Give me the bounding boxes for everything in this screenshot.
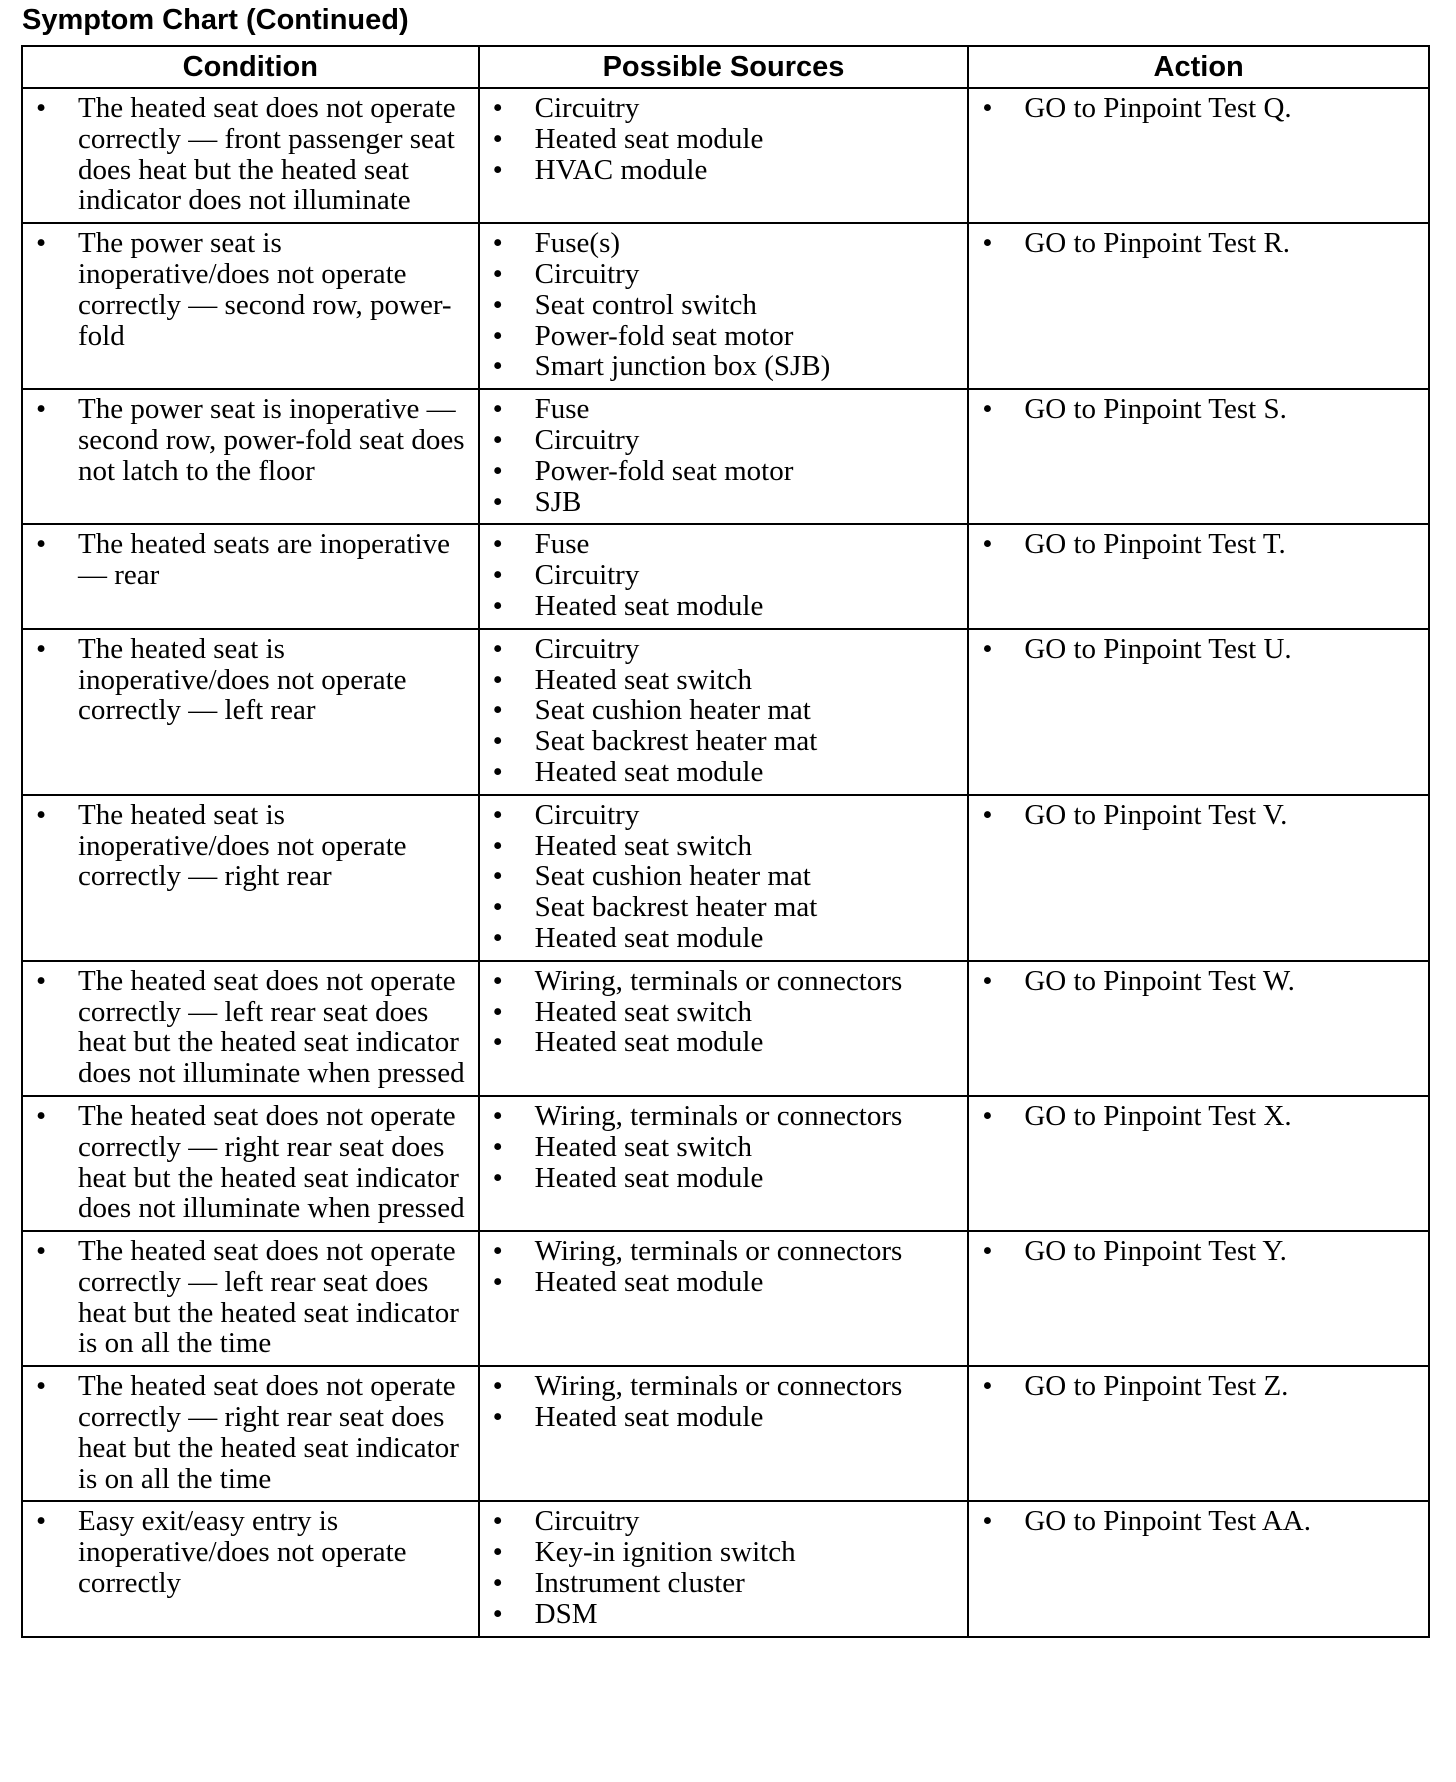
source-item: • Circuitry [480, 425, 968, 456]
table-row [22, 389, 1429, 524]
action-item: • GO to Pinpoint Test Q. [969, 93, 1428, 124]
source-item: • DSM [480, 1599, 968, 1630]
action-cell [968, 1096, 1429, 1231]
table-row [22, 795, 1429, 961]
source-item: • Seat cushion heater mat [480, 861, 968, 892]
header-possible-sources: Possible Sources [479, 46, 969, 88]
condition-cell [22, 629, 479, 795]
sources-cell [479, 524, 969, 628]
sources-cell [479, 1501, 969, 1636]
source-item: • Fuse [480, 529, 968, 560]
action-item: • GO to Pinpoint Test AA. [969, 1506, 1428, 1537]
source-item: • Heated seat module [480, 1163, 968, 1194]
condition-item [23, 1506, 478, 1598]
source-item: • Heated seat module [480, 591, 968, 622]
action-cell [968, 524, 1429, 628]
condition-cell [22, 88, 479, 223]
table-row [22, 1501, 1429, 1636]
action-item: • GO to Pinpoint Test S. [969, 394, 1428, 425]
action-cell [968, 223, 1429, 389]
action-cell [968, 1366, 1429, 1501]
action-item: • GO to Pinpoint Test Z. [969, 1371, 1428, 1402]
condition-text: • The heated seat does not operate correctly — left rear seat does heat but the heated seat indicator is on all the time [78, 1235, 459, 1360]
condition-cell [22, 223, 479, 389]
action-item: • GO to Pinpoint Test W. [969, 966, 1428, 997]
sources-cell [479, 223, 969, 389]
table-body [22, 88, 1429, 1637]
action-item: • GO to Pinpoint Test Y. [969, 1236, 1428, 1267]
source-item: • SJB [480, 487, 968, 518]
action-cell [968, 1501, 1429, 1636]
condition-cell [22, 524, 479, 628]
table-row [22, 1096, 1429, 1231]
source-item: • Key-in ignition switch [480, 1537, 968, 1568]
table-row [22, 88, 1429, 223]
condition-text: • The power seat is inoperative/does not operate correctly — second row, power-fold [78, 227, 452, 352]
condition-item [23, 1236, 478, 1359]
condition-cell [22, 1231, 479, 1366]
condition-text: • The heated seat does not operate correctly — right rear seat does heat but the heated seat indicator does not illuminate when pressed [78, 1099, 465, 1225]
sources-cell [479, 795, 969, 961]
source-item: • Smart junction box (SJB) [480, 351, 968, 382]
sources-cell [479, 389, 969, 524]
source-item: • Circuitry [480, 560, 968, 591]
sources-cell [479, 1231, 969, 1366]
header-action: Action [968, 46, 1429, 88]
action-item: • GO to Pinpoint Test X. [969, 1101, 1428, 1132]
source-item: • Heated seat module [480, 1027, 968, 1058]
source-item: • Circuitry [480, 1506, 968, 1537]
condition-item [23, 1101, 478, 1224]
source-item: • Heated seat module [480, 1402, 968, 1433]
condition-item [23, 228, 478, 351]
source-item: • Heated seat module [480, 124, 968, 155]
source-item: • Wiring, terminals or connectors [480, 1371, 968, 1402]
sources-cell [479, 1366, 969, 1501]
source-item: • Instrument cluster [480, 1568, 968, 1599]
condition-text: • The heated seat is inoperative/does not operate correctly — left rear [78, 632, 407, 727]
sources-cell [479, 88, 969, 223]
sources-cell [479, 629, 969, 795]
source-item: • Wiring, terminals or connectors [480, 966, 968, 997]
source-item: • Wiring, terminals or connectors [480, 1101, 968, 1132]
condition-item [23, 634, 478, 726]
condition-text: • The power seat is inoperative — second row, power-fold seat does not latch to the floor [78, 393, 465, 487]
source-item: • Power-fold seat motor [480, 321, 968, 352]
table-header-row [22, 46, 1429, 88]
condition-text: • Easy exit/easy entry is inoperative/does not operate correctly [78, 1505, 407, 1600]
condition-item [23, 394, 478, 486]
source-item: • Seat cushion heater mat [480, 695, 968, 726]
condition-text: • The heated seat does not operate correctly — left rear seat does heat but the heated seat indicator does not illuminate when pressed [78, 964, 465, 1090]
source-item: • Seat backrest heater mat [480, 892, 968, 923]
table-row [22, 1231, 1429, 1366]
condition-text: • The heated seats are inoperative — rear [78, 528, 450, 592]
source-item: • Heated seat switch [480, 831, 968, 862]
condition-cell [22, 1501, 479, 1636]
condition-item [23, 966, 478, 1089]
condition-item [23, 529, 478, 591]
condition-item [23, 1371, 478, 1494]
action-cell [968, 629, 1429, 795]
header-condition: Condition [22, 46, 479, 88]
source-item: • Circuitry [480, 259, 968, 290]
sources-cell [479, 961, 969, 1096]
source-item: • Fuse [480, 394, 968, 425]
condition-text: • The heated seat does not operate correctly — right rear seat does heat but the heated seat indicator is on all the time [78, 1370, 459, 1495]
action-item: • GO to Pinpoint Test V. [969, 800, 1428, 831]
source-item: • Circuitry [480, 634, 968, 665]
condition-item [23, 800, 478, 892]
action-cell [968, 795, 1429, 961]
page-title: Symptom Chart (Continued) [22, 4, 409, 36]
source-item: • Heated seat module [480, 923, 968, 954]
action-item: • GO to Pinpoint Test T. [969, 529, 1428, 560]
action-cell [968, 88, 1429, 223]
action-cell [968, 389, 1429, 524]
table-row [22, 223, 1429, 389]
source-item: • Seat backrest heater mat [480, 726, 968, 757]
source-item: • HVAC module [480, 155, 968, 186]
source-item: • Heated seat module [480, 1267, 968, 1298]
source-item: • Heated seat switch [480, 1132, 968, 1163]
source-item: • Circuitry [480, 93, 968, 124]
condition-cell [22, 1096, 479, 1231]
action-cell [968, 1231, 1429, 1366]
table-row [22, 1366, 1429, 1501]
action-cell [968, 961, 1429, 1096]
action-item: • GO to Pinpoint Test R. [969, 228, 1428, 259]
table-row [22, 629, 1429, 795]
condition-cell [22, 1366, 479, 1501]
source-item: • Heated seat switch [480, 997, 968, 1028]
condition-item [23, 93, 478, 216]
table-row [22, 961, 1429, 1096]
source-item: • Seat control switch [480, 290, 968, 321]
source-item: • Heated seat module [480, 757, 968, 788]
symptom-table [21, 45, 1430, 1638]
source-item: • Heated seat switch [480, 665, 968, 696]
source-item: • Fuse(s) [480, 228, 968, 259]
condition-text: • The heated seat is inoperative/does not operate correctly — right rear [78, 798, 407, 893]
action-item: • GO to Pinpoint Test U. [969, 634, 1428, 665]
sources-cell [479, 1096, 969, 1231]
source-item: • Power-fold seat motor [480, 456, 968, 487]
source-item: • Circuitry [480, 800, 968, 831]
source-item: • Wiring, terminals or connectors [480, 1236, 968, 1267]
condition-cell [22, 795, 479, 961]
condition-text: • The heated seat does not operate correctly — front passenger seat does heat but the heated seat indicator does not illuminate [78, 92, 456, 217]
condition-cell [22, 389, 479, 524]
table-row [22, 524, 1429, 628]
condition-cell [22, 961, 479, 1096]
